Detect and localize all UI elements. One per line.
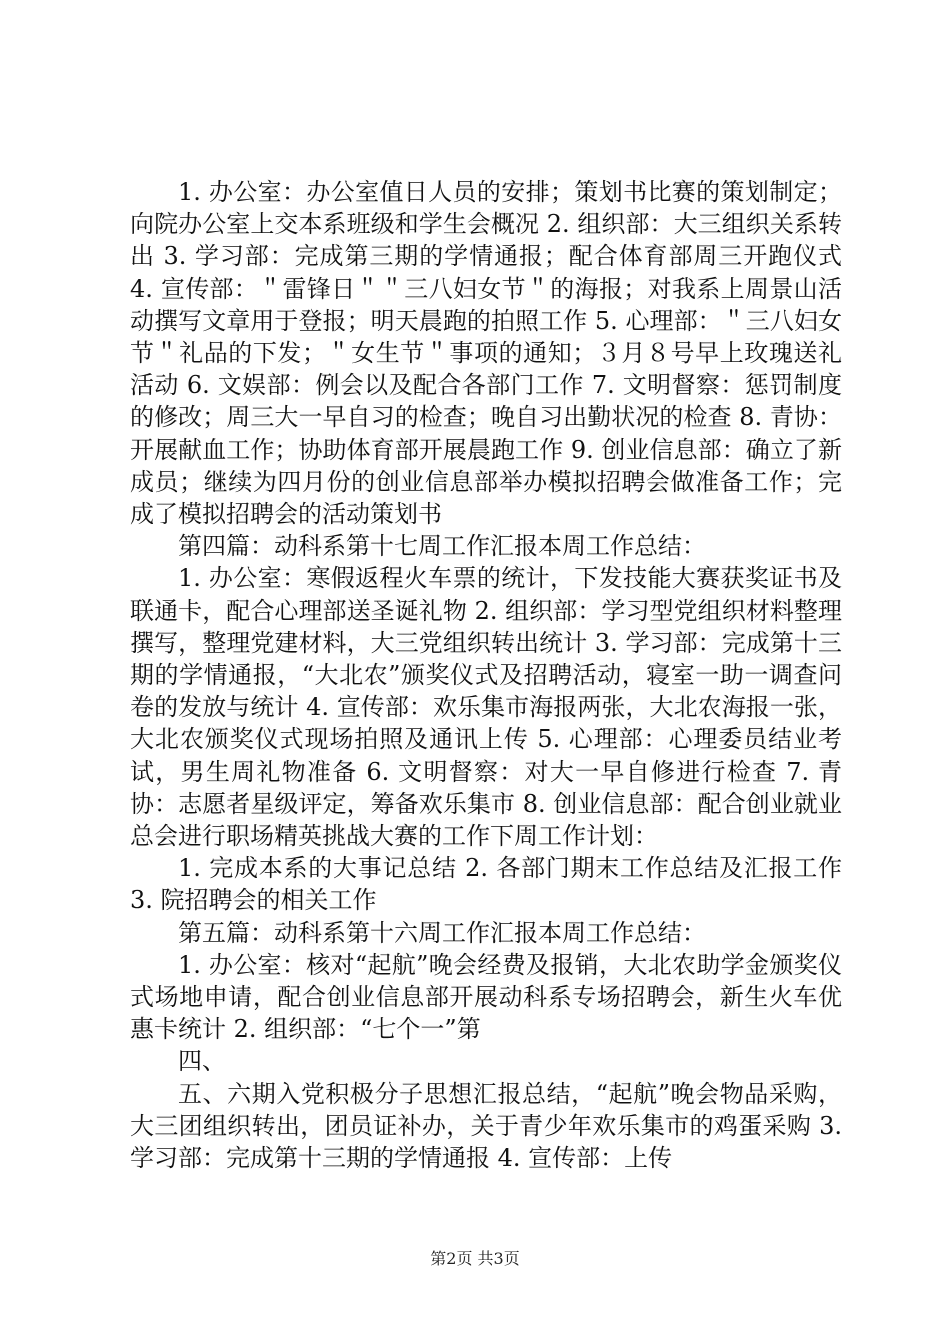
section-heading-part-five: 第五篇：动科系第十六周工作汇报本周工作总结： [178, 918, 706, 947]
paragraph-week17-summary: 1. 办公室：寒假返程火车票的统计，下发技能大赛获奖证书及联通卡，配合心理部送圣诞礼物 2. 组织部：学习型党组织材料整理撰写，整理党建材料，大三党组织转出统计 3. 学习部：完成第十三期的学情通报，“大北农”颁奖仪式及招聘活动，寝室一助一调查问卷的发放与统计 4. 宣传部：欢乐集市海报两张，大北农海报一张，大北农颁奖仪式现场拍照及通讯上传 5. 心理部：心理委员结业考试，男生周礼物准备 6. 文明督察：对大一早自修进行检查 7. 青协：志愿者星级评定，筹备欢乐集市 8. 创业信息部：配合创业就业总会进行职场精英挑战大赛的工作下周工作计划： [130, 564, 842, 851]
paragraph-weekly-summary-list: 1. 办公室：办公室值日人员的安排；策划书比赛的策划制定；向院办公室上交本系班级和学生会概况 2. 组织部：大三组织关系转出 3. 学习部：完成第三期的学情通报；配合体育部周三开跑仪式 4. 宣传部：＂雷锋日＂＂三八妇女节＂的海报；对我系上周景山活动撰写文章用于登报；明天晨跑的拍照工作 5. 心理部：＂三八妇女节＂礼品的下发；＂女生节＂事项的通知；３月８号早上玫瑰送礼活动 6. 文娱部：例会以及配合各部门工作 7. 文明督察：惩罚制度的修改；周三大一早自习的检查；晚自习出勤状况的检查 8. 青协：开展献血工作；协助体育部开展晨跑工作 9. 创业信息部：确立了新成员；继续为四月份的创业信息部举办模拟招聘会做准备工作；完成了模拟招聘会的活动策划书 [130, 178, 842, 529]
page-number-footer: 第2页 共3页 [430, 1249, 520, 1268]
paragraph-week16-summary: 1. 办公室：核对“起航”晚会经费及报销，大北农助学金颁奖仪式场地申请，配合创业信息部开展动科系专场招聘会，新生火车优惠卡统计 2. 组织部：“七个一”第 [130, 950, 842, 1044]
section-heading-part-four: 第四篇：动科系第十七周工作汇报本周工作总结： [178, 532, 706, 561]
document-body [130, 176, 842, 1174]
paragraph-fragment-five: 五、六期入党积极分子思想汇报总结，“起航”晚会物品采购，大三团组织转出，团员证补办，关于青少年欢乐集市的鸡蛋采购 3. 学习部：完成第十三期的学情通报 4. 宣传部：上传 [130, 1079, 842, 1173]
paragraph-next-week-plan: 1. 完成本系的大事记总结 2. 各部门期末工作总结及汇报工作 3. 院招聘会的相关工作 [130, 854, 842, 915]
paragraph-fragment-four: 四、 [178, 1047, 226, 1076]
